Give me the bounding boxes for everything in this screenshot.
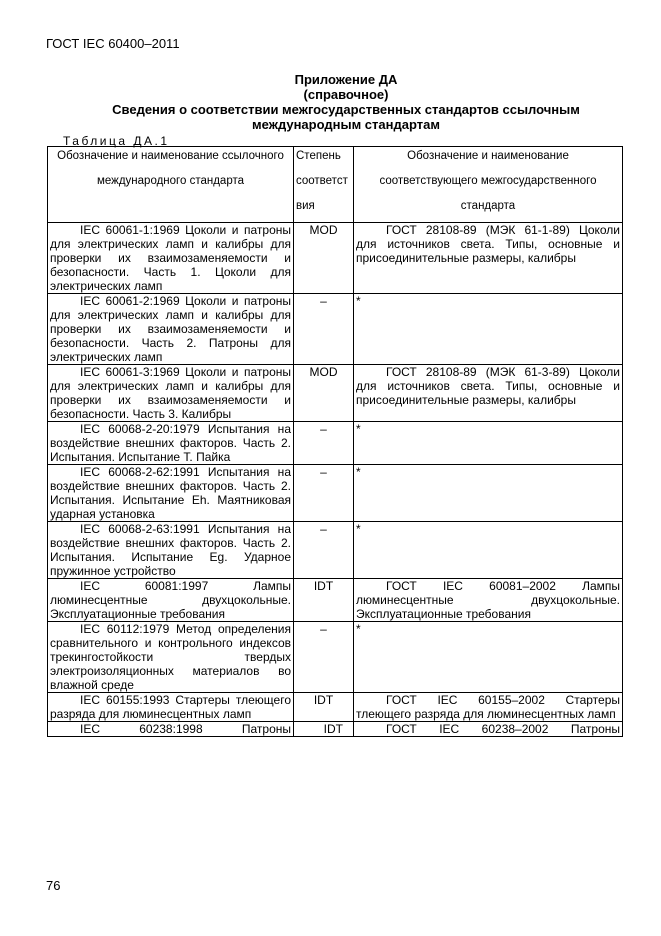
table-row xyxy=(48,722,623,737)
table-row xyxy=(48,579,623,622)
degree-cell: – xyxy=(294,294,354,365)
header-col3-line2: соответствующего межгосударственного xyxy=(379,175,597,187)
ref-standard-cell: IEC 60068-2-20:1979 Испытания на воздействие внешних факторов. Часть 2. Испытания. Испытание Т. Пайка xyxy=(48,422,294,465)
header-col2-line3: вия xyxy=(296,200,315,212)
header-col2-line1: Степень xyxy=(296,150,341,162)
ref-standard-cell: IEC 60112:1979 Метод определения сравнительного и контрольного индексов трекингостойкости твердых электроизоляционных материалов во влажной среде xyxy=(48,622,294,693)
ref-standard-cell: IEC 60061-2:1969 Цоколи и патроны для электрических ламп и калибры для проверки их взаимозаменяемости и безопасности. Часть 2. Патроны для электрических ламп xyxy=(48,294,294,365)
degree-cell: – xyxy=(294,465,354,522)
header-col2-line2: соответст xyxy=(296,175,348,187)
document-id: ГОСТ IEC 60400–2011 xyxy=(46,36,180,51)
national-standard-cell: * xyxy=(354,522,623,579)
header-col1-line1: Обозначение и наименование ссылочного xyxy=(57,150,284,162)
national-standard-cell: * xyxy=(354,465,623,522)
header-col1-line2: международного стандарта xyxy=(96,175,245,187)
degree-cell: MOD xyxy=(294,223,354,294)
degree-cell: – xyxy=(294,422,354,465)
degree-cell: – xyxy=(294,522,354,579)
degree-cell: – xyxy=(294,622,354,693)
national-standard-cell: ГОСТ IEC 60155–2002 Стартеры тлеющего разряда для люминесцентных ламп xyxy=(354,693,623,722)
degree-cell: MOD xyxy=(294,365,354,422)
table-caption: Таблица ДА.1 xyxy=(63,134,170,148)
header-degree xyxy=(294,147,354,223)
standards-correspondence-table xyxy=(47,146,623,737)
national-standard-cell: ГОСТ 28108-89 (МЭК 61-3-89) Цоколи для источников света. Типы, основные и присоединительные размеры, калибры xyxy=(354,365,623,422)
annex-heading-line2: международным стандартам xyxy=(252,117,440,132)
ref-standard-cell: IEC 60061-1:1969 Цоколи и патроны для электрических ламп и калибры для проверки их взаимозаменяемости и безопасности. Часть 1. Цоколи для электрических ламп xyxy=(48,223,294,294)
national-standard-cell: ГОСТ 28108-89 (МЭК 61-1-89) Цоколи для источников света. Типы, основные и присоединительные размеры, калибры xyxy=(354,223,623,294)
table-row xyxy=(48,294,623,365)
header-col3-line1: Обозначение и наименование xyxy=(407,150,569,162)
table-row xyxy=(48,223,623,294)
page-number: 76 xyxy=(46,878,61,893)
ref-standard-cell: IEC 60081:1997 Лампы люминесцентные двухцокольные. Эксплуатационные требования xyxy=(48,579,294,622)
national-standard-cell: ГОСТ IEC 60238–2002 Патроны xyxy=(354,722,623,737)
ref-standard-cell: IEC 60068-2-62:1991 Испытания на воздействие внешних факторов. Часть 2. Испытания. Испытание Eh. Маятниковая ударная установка xyxy=(48,465,294,522)
degree-cell: IDT xyxy=(294,693,354,722)
table-row xyxy=(48,522,623,579)
annex-heading-line1: Сведения о соответствии межгосударственных стандартов ссылочным xyxy=(112,102,580,117)
ref-standard-cell: IEC 60061-3:1969 Цоколи и патроны для электрических ламп и калибры для проверки их взаимозаменяемости и безопасности. Часть 3. Калибры xyxy=(48,365,294,422)
degree-cell: IDT xyxy=(294,722,354,737)
annex-title: Приложение ДА xyxy=(294,72,398,87)
header-col3-line3: стандарта xyxy=(460,200,516,212)
ref-standard-cell: IEC 60155:1993 Стартеры тлеющего разряда для люминесцентных ламп xyxy=(48,693,294,722)
national-standard-cell: * xyxy=(354,622,623,693)
header-national-standard xyxy=(354,147,623,223)
national-standard-cell: * xyxy=(354,294,623,365)
degree-cell: IDT xyxy=(294,579,354,622)
table-row xyxy=(48,693,623,722)
header-reference-standard xyxy=(48,147,294,223)
annex-heading xyxy=(46,72,646,132)
ref-standard-cell: IEC 60068-2-63:1991 Испытания на воздействие внешних факторов. Часть 2. Испытания. Испытание Eg. Ударное пружинное устройство xyxy=(48,522,294,579)
annex-note: (справочное) xyxy=(303,87,389,102)
ref-standard-cell: IEC 60238:1998 Патроны xyxy=(48,722,294,737)
table-row xyxy=(48,365,623,422)
table-row xyxy=(48,465,623,522)
table-row xyxy=(48,622,623,693)
national-standard-cell: * xyxy=(354,422,623,465)
table-header-row xyxy=(48,147,623,223)
national-standard-cell: ГОСТ IEC 60081–2002 Лампы люминесцентные двухцокольные. Эксплуатационные требования xyxy=(354,579,623,622)
table-row xyxy=(48,422,623,465)
